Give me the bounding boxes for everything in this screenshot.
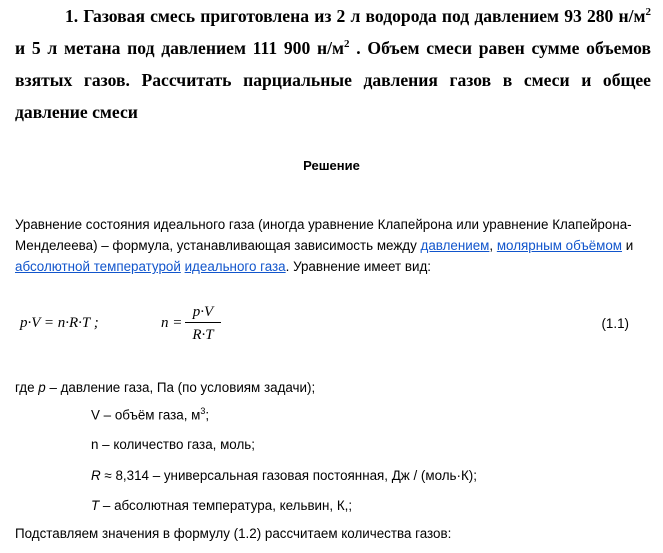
intro-paragraph: [15, 214, 651, 277]
def-r-text: ≈ 8,314 – универсальная газовая постоянная, Дж / (моль·К);: [100, 468, 477, 483]
ideal-gas-equation: p·V = n·R·T ;: [20, 315, 99, 331]
problem-text-part2: и 5 л метана под давлением 111 900 н/м: [15, 38, 345, 58]
definition-temperature: [91, 498, 352, 513]
where-symbol: p: [38, 380, 46, 395]
substitute-line: Подставляем значения в формулу (1.2) рассчитаем количества газов:: [15, 526, 452, 541]
intro-text-2: . Уравнение имеет вид:: [285, 259, 431, 274]
superscript-2: 2: [344, 38, 350, 51]
equation-number: (1.1): [601, 316, 629, 331]
link-molar-volume[interactable]: молярным объёмом: [496, 238, 623, 253]
link-absolute-temperature[interactable]: абсолютной температурой: [15, 259, 181, 274]
definition-gas-constant: [91, 468, 477, 483]
where-line: [15, 377, 651, 398]
problem-number: 1.: [65, 6, 79, 26]
def-volume-text: V – объём газа, м: [91, 407, 201, 423]
definition-amount: n – количество газа, моль;: [91, 437, 255, 452]
where-prefix: где: [15, 380, 39, 395]
intro-text-1: Уравнение состояния идеального газа (иногда уравнение Клапейрона или уравнение Клапейрона-Менделеева) – формула, устанавливающая зависимость между: [15, 217, 632, 253]
solution-heading: Решение: [303, 158, 360, 173]
where-text: – давление газа, Па (по условиям задачи);: [45, 380, 316, 395]
problem-text-part3: . Объем смеси равен сумме объемов взятых газов. Рассчитать парциальные давления газов в смеси и общее давление смеси: [15, 38, 651, 122]
fraction-denominator: R·T: [192, 327, 214, 343]
problem-text-part1: Газовая смесь приготовлена из 2 л водорода под давлением 93 280 н/м: [83, 6, 646, 26]
link-pressure[interactable]: давлением: [420, 238, 490, 253]
superscript-1: 2: [645, 6, 651, 19]
def-volume-sup: 3: [200, 406, 206, 416]
n-equals: n =: [161, 315, 183, 331]
intro-sep-2: и: [622, 238, 634, 253]
def-t-text: – абсолютная температура, кельвин, К,;: [99, 498, 353, 513]
def-t-symbol: T: [91, 498, 100, 513]
link-ideal-gas[interactable]: идеального газа: [184, 259, 286, 274]
intro-sep-1: ,: [489, 238, 497, 253]
fraction: [185, 303, 221, 344]
formula-block: [15, 300, 651, 350]
problem-statement: [15, 0, 651, 128]
definition-volume: [91, 406, 209, 422]
def-volume-end: ;: [205, 407, 210, 423]
fraction-numerator: p·V: [185, 303, 221, 323]
def-r-symbol: R: [91, 468, 101, 483]
